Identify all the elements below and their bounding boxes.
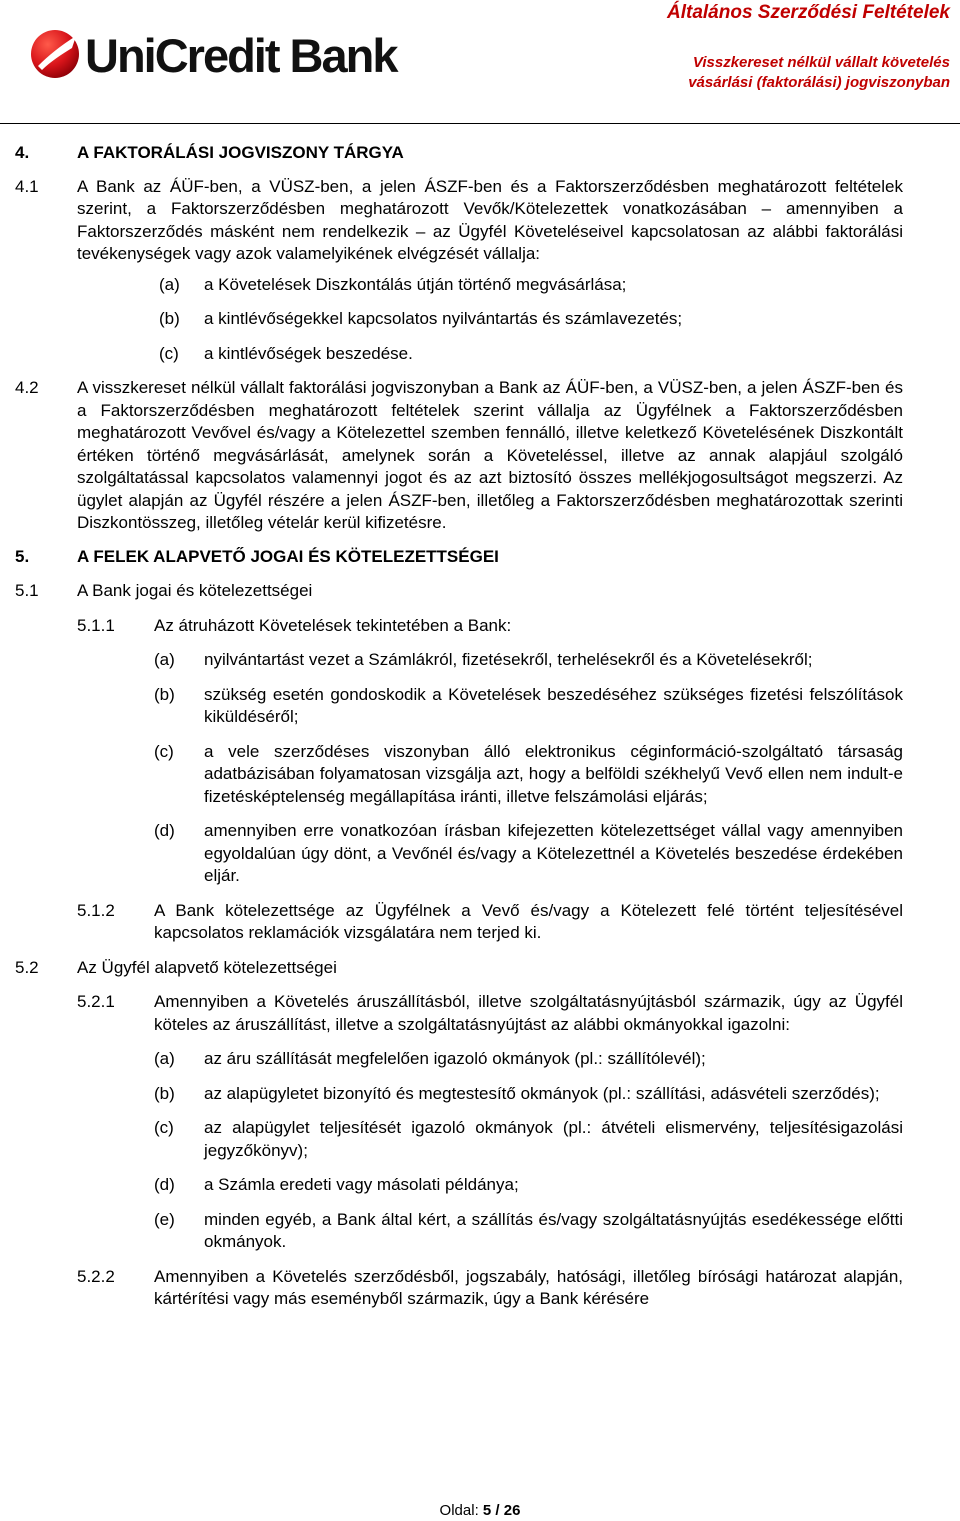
paragraph-4-1: [15, 176, 903, 266]
page-label: Oldal:: [439, 1502, 479, 1519]
paragraph-number: 4.2: [15, 378, 39, 397]
list-text: a Számla eredeti vagy másolati példánya;: [204, 1175, 519, 1194]
list-item: [15, 741, 903, 809]
document-subtitle: Visszkereset nélkül vállalt követelés vásárlási (faktorálási) jogviszonyban: [688, 54, 950, 91]
paragraph-text: Amennyiben a Követelés áruszállításból, illetve szolgáltatásnyújtásból származik, úgy az Ügyfél köteles az áruszállítást, illetve a szolgáltatásnyújtást az alábbi okmányokkal igazolni:: [154, 992, 903, 1034]
list-label: (c): [154, 1118, 174, 1137]
paragraph-number: 4.1: [15, 176, 39, 196]
paragraph-5-1-2: [15, 900, 903, 945]
list-text: a kintlévőségekkel kapcsolatos nyilvántartás és számlavezetés;: [204, 309, 683, 328]
unicredit-logo: [28, 26, 408, 86]
unicredit-logo-icon: [28, 26, 84, 82]
list-item: [15, 308, 903, 331]
subsection-number: 5.2: [15, 957, 39, 977]
list-item: [15, 1083, 903, 1106]
paragraph-5-1-1: [15, 615, 903, 638]
logo-wordmark: UniCredit Bank: [85, 29, 397, 82]
list-text: az alapügyletet bizonyító és megtestesítő okmányok (pl.: szállítási, adásvételi szerződés);: [204, 1083, 880, 1103]
paragraph-number: 5.1.2: [77, 900, 115, 920]
list-label: (b): [154, 684, 175, 704]
subsection-number: 5.1: [15, 581, 39, 600]
section-title: A FELEK ALAPVETŐ JOGAI ÉS KÖTELEZETTSÉGEI: [77, 546, 499, 566]
list-item: [15, 343, 903, 366]
paragraph-number: 5.2.2: [77, 1266, 115, 1286]
section-title: A FAKTORÁLÁSI JOGVISZONY TÁRGYA: [77, 143, 404, 162]
list-label: (a): [154, 1049, 175, 1068]
list-text: a vele szerződéses viszonyban álló elektronikus céginformáció-szolgáltató társaság adatbázisában folyamatosan vizsgálja azt, hogy a belföldi székhelyű Vevő ellen nem indult-e fizetésképtelenség megállapítása iránti, illetve felszámolási eljárás;: [204, 741, 903, 806]
list-label: (a): [159, 274, 180, 294]
list-text: az alapügylet teljesítését igazoló okmányok (pl.: átvételi elismervény, teljesítésigazolási jegyzőkönyv);: [204, 1118, 903, 1160]
list-item: [15, 1048, 903, 1071]
subsection-title: A Bank jogai és kötelezettségei: [77, 581, 313, 600]
list-label: (c): [154, 741, 174, 761]
list-text: amennyiben erre vonatkozóan írásban kifejezetten kötelezettséget vállal vagy amennyiben egyoldalúan úgy dönt, a Vevőnél és/vagy a Kötelezettnél a Követelés beszedése érdekében eljár.: [204, 821, 903, 885]
subsection-5-1-heading: [15, 580, 903, 603]
page-footer: [0, 1502, 960, 1519]
paragraph-5-2-1: [15, 991, 903, 1036]
paragraph-number: 5.1.1: [77, 615, 115, 635]
paragraph-number: 5.2.1: [77, 992, 115, 1011]
paragraph-4-2: [15, 377, 903, 535]
list-text: szükség esetén gondoskodik a Követelések beszedéséhez szükséges fizetési felszólítások kiküldéséről;: [204, 684, 903, 726]
list-label: (c): [159, 343, 179, 363]
section-4-heading: [15, 142, 903, 165]
paragraph-text: A Bank az ÁÜF-ben, a VÜSZ-ben, a jelen ÁSZF-ben és a Faktorszerződésben meghatározott feltételek szerint, a Faktorszerződésben meghatározott Vevők/Kötelezettek vonatkozásában – amennyiben a Faktorszerződés másként nem rendelkezik – az Ügyfél Követeléseivel kapcsolatosan az alábbi faktorálási tevékenységek vagy azok valamelyikének elvégzését vállalja:: [77, 176, 903, 263]
section-5-heading: [15, 546, 903, 569]
list-text: a kintlévőségek beszedése.: [204, 343, 413, 363]
list-text: az áru szállítását megfelelően igazoló okmányok (pl.: szállítólevél);: [204, 1049, 706, 1068]
list-item: [15, 684, 903, 729]
list-label: (b): [159, 309, 180, 328]
paragraph-text: Az átruházott Követelések tekintetében a Bank:: [154, 615, 512, 635]
list-item: [15, 649, 903, 672]
list-item: [15, 1174, 903, 1197]
list-label: (d): [154, 821, 175, 840]
list-label: (a): [154, 650, 175, 669]
subsection-title: Az Ügyfél alapvető kötelezettségei: [77, 957, 337, 977]
list-item: [15, 1117, 903, 1162]
paragraph-text: Amennyiben a Követelés szerződésből, jogszabály, hatósági, illetőleg bírósági határozat alapján, kártérítési vagy más eseményből származik, úgy a Bank kérésére: [154, 1266, 903, 1308]
list-label: (d): [154, 1175, 175, 1194]
list-item: [15, 820, 903, 888]
page-separator: /: [495, 1502, 500, 1519]
current-page-number: 5: [482, 1502, 492, 1519]
total-page-count: 26: [503, 1502, 521, 1519]
list-label: (b): [154, 1083, 175, 1103]
section-number: 5.: [15, 546, 30, 566]
paragraph-5-2-2: [15, 1266, 903, 1311]
list-item: [15, 274, 903, 297]
list-text: nyilvántartást vezet a Számlákról, fizetésekről, terhelésekről és a Követelésekről;: [204, 650, 813, 669]
page-header: [0, 0, 960, 124]
header-divider: [0, 123, 960, 124]
list-text: a Követelések Diszkontálás útján történő megvásárlása;: [204, 274, 627, 294]
list-text: minden egyéb, a Bank által kért, a szállítás és/vagy szolgáltatásnyújtás esedékessége előtti okmányok.: [204, 1209, 903, 1251]
list-item: [15, 1209, 903, 1254]
paragraph-text: A visszkereset nélkül vállalt faktorálási jogviszonyban a Bank az ÁÜF-ben, a VÜSZ-ben, a jelen ÁSZF-ben és a Faktorszerződésben meghatározott feltételek szerint vállalja az Ügyfélnek a Faktorszerződésben meghatározott Vevővel és/vagy a Kötelezettel szemben fennálló, illetve keletkező Követelésének Diszkontált értéken történő megvásárlását, amelynek során a Követeléssel, illetve az annak alapjául szolgáló szolgáltatással kapcsolatos valamennyi jogot és az azt biztosító összes mellékjogosultságot megszerzi. Az ügylet alapján az Ügyfél részére a jelen ÁSZF-ben, illetőleg a Faktorszerződésben meghatározottak szerinti Diszkontösszeg, illetőleg vételár kerül kifizetésre.: [77, 378, 903, 532]
subsection-5-2-heading: [15, 957, 903, 980]
document-title: Általános Szerződési Feltételek: [667, 2, 950, 23]
document-body: [15, 142, 903, 1311]
section-number: 4.: [15, 143, 30, 162]
paragraph-text: A Bank kötelezettsége az Ügyfélnek a Vevő és/vagy a Kötelezett felé történt teljesítésével kapcsolatos reklamációk vizsgálatára nem terjed ki.: [154, 900, 903, 942]
list-label: (e): [154, 1209, 175, 1229]
